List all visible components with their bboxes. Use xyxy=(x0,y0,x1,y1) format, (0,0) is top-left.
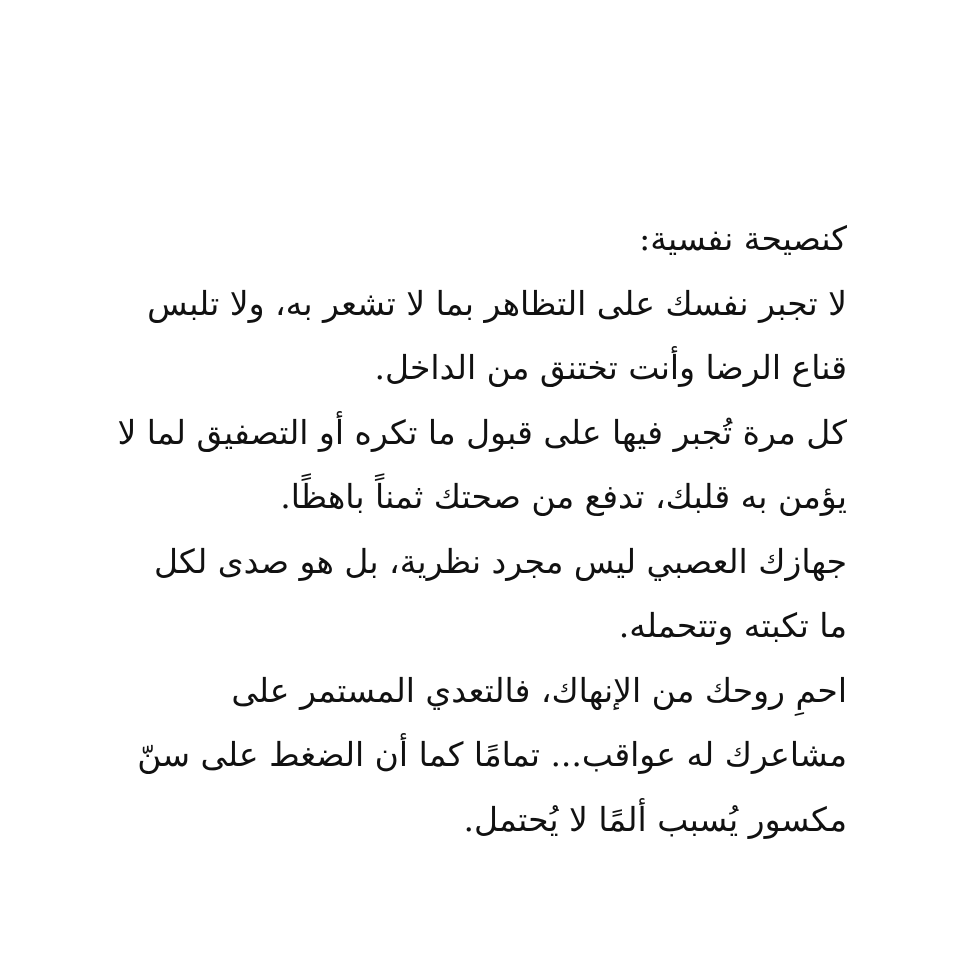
advice-text-block xyxy=(117,207,847,852)
text-line: لا تجبر نفسك على التظاهر بما لا تشعر به، ولا تلبس xyxy=(147,283,847,323)
text-line: كل مرة تُجبر فيها على قبول ما تكره أو التصفيق لما لا xyxy=(117,412,847,452)
text-line: قناع الرضا وأنت تختنق من الداخل. xyxy=(374,348,847,387)
text-line: احمِ روحك من الإنهاك، فالتعدي المستمر على xyxy=(231,670,847,710)
text-line: جهازك العصبي ليس مجرد نظرية، بل هو صدى لكل xyxy=(154,541,847,581)
heading-line: كنصيحة نفسية: xyxy=(639,219,847,258)
text-line: يؤمن به قلبك، تدفع من صحتك ثمناً باهظًا. xyxy=(280,477,847,516)
text-line: مكسور يُسبب ألمًا لا يُحتمل. xyxy=(463,799,847,839)
text-line: ما تكبته وتتحمله. xyxy=(618,606,847,645)
text-line: مشاعرك له عواقب... تمامًا كما أن الضغط على سنّ xyxy=(137,735,847,774)
